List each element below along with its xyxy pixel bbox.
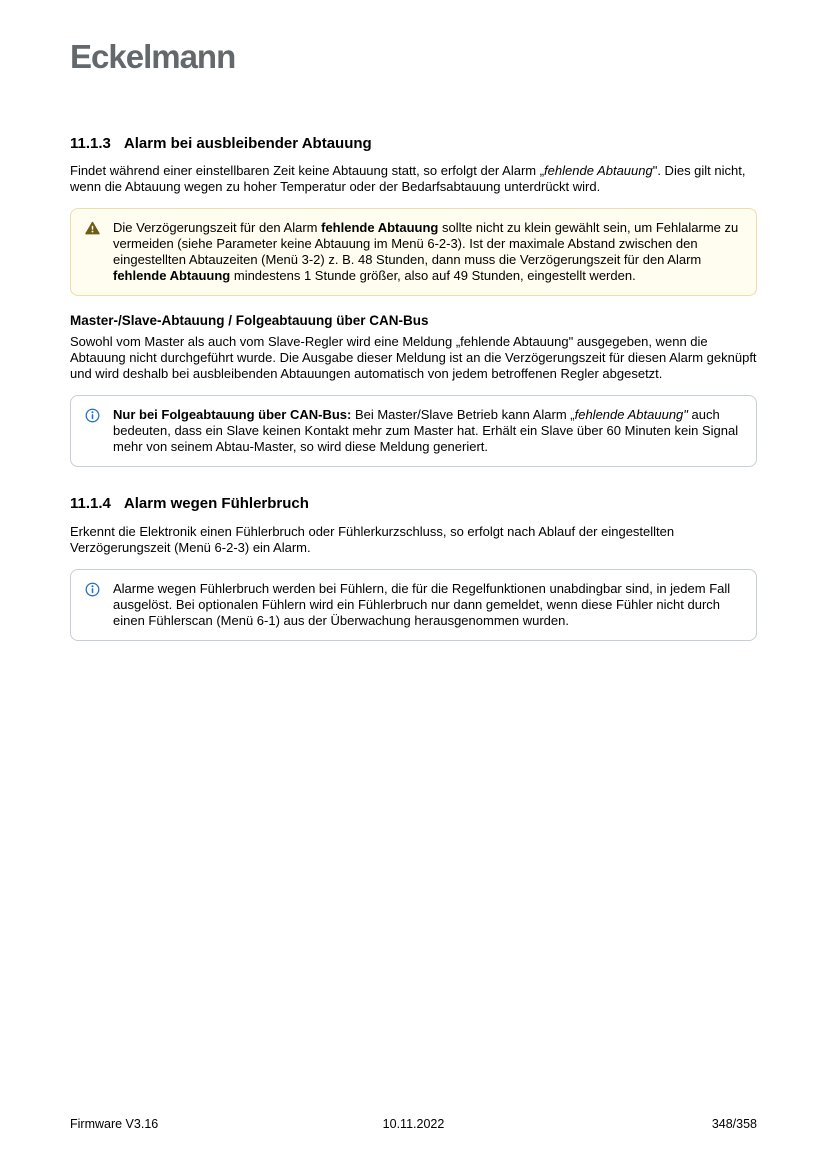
eckelmann-logo: Eckelmann (70, 38, 236, 75)
section-number: 11.1.3 (70, 135, 111, 152)
section-heading-11-1-4 (70, 494, 757, 514)
text-segment-bold: fehlende Abtauung (113, 268, 231, 283)
text-segment: Bei Master/Slave Betrieb kann Alarm „ (351, 407, 575, 422)
text-segment: ". Dies gilt nicht, wenn die Abtauung wegen zu hoher Temperatur oder der Bedarfsabtauung unterdrückt wird. (70, 163, 746, 194)
text-segment: Findet während einer einstellbaren Zeit keine Abtauung statt, so erfolgt der Alarm „ (70, 163, 545, 178)
section-intro-paragraph (70, 163, 757, 195)
section-intro-paragraph: Erkennt die Elektronik einen Fühlerbruch oder Fühlerkurzschluss, so erfolgt nach Ablauf der eingestellten Verzögerungszeit (Menü 6-2-3) ein Alarm. (70, 524, 675, 555)
footer-firmware-version: Firmware V3.16 (70, 1117, 159, 1131)
warning-note-text (113, 220, 742, 284)
footer-page-number: 348/358 (711, 1117, 757, 1131)
footer-date: 10.11.2022 (382, 1117, 445, 1131)
info-note-box-can-bus (70, 395, 757, 467)
info-circle-icon (85, 408, 100, 423)
section-heading-11-1-3 (70, 134, 757, 154)
text-segment-bold: fehlende Abtauung (321, 220, 439, 235)
text-segment-italic: fehlende Abtauung (544, 163, 653, 178)
subsection-paragraph: Sowohl vom Master als auch vom Slave-Regler wird eine Meldung „fehlende Abtauung" ausgegeben, wenn die Abtauung nicht durchgeführt wurde. Die Ausgabe dieser Meldung ist an die Verzögerungszeit für diesen Alarm geknüpft und wird deshalb bei ausbleibenden Abtauungen automatisch von jedem betroffenen Regler abgesetzt. (70, 334, 757, 381)
warning-triangle-icon (85, 221, 100, 235)
section-title: Alarm wegen Fühlerbruch (123, 495, 309, 512)
text-segment: auch bedeuten, dass ein Slave keinen Kontakt mehr zum Master hat. Erhält ein Slave über 60 Minuten kein Signal mehr von seinem Abtau-Master, so wird diese Meldung generiert. (113, 407, 739, 454)
subsection-heading: Master-/Slave-Abtauung / Folgeabtauung über CAN-Bus (70, 313, 429, 328)
text-segment: mindestens 1 Stunde größer, also auf 49 Stunden, eingestellt werden. (230, 268, 636, 283)
section-number: 11.1.4 (70, 495, 111, 512)
text-segment-bold: Nur bei Folgeabtauung über CAN-Bus: (113, 407, 352, 422)
info-note-text: Alarme wegen Fühlerbruch werden bei Fühlern, die für die Regelfunktionen unabdingbar sind, in jedem Fall ausgelöst. Bei optionalen Fühlern wird ein Fühlerbruch nur dann gemeldet, wenn diese Fühler nicht durch einen Fühlerscan (Menü 6-1) aus der Überwachung herausgenommen wurden. (113, 581, 731, 628)
info-circle-icon (85, 582, 100, 597)
info-note-box-fuehlerbruch (70, 569, 757, 641)
section-title: Alarm bei ausbleibender Abtauung (123, 135, 372, 152)
text-segment: Die Verzögerungszeit für den Alarm (113, 220, 322, 235)
text-segment-italic: fehlende Abtauung" (574, 407, 688, 422)
text-segment: sollte nicht zu klein gewählt sein, um Fehlalarme zu vermeiden (siehe Parameter keine Abtauung im Menü 6-2-3). Ist der maximale Abstand zwischen den eingestellten Abtauzeiten (Menü 3-2) z. B. 48 Stunden, dann muss die Verzögerungszeit für den Alarm (113, 220, 739, 267)
warning-note-box (70, 208, 757, 296)
info-note-text (113, 407, 742, 455)
page-content (0, 40, 827, 641)
page-footer (70, 1117, 757, 1132)
